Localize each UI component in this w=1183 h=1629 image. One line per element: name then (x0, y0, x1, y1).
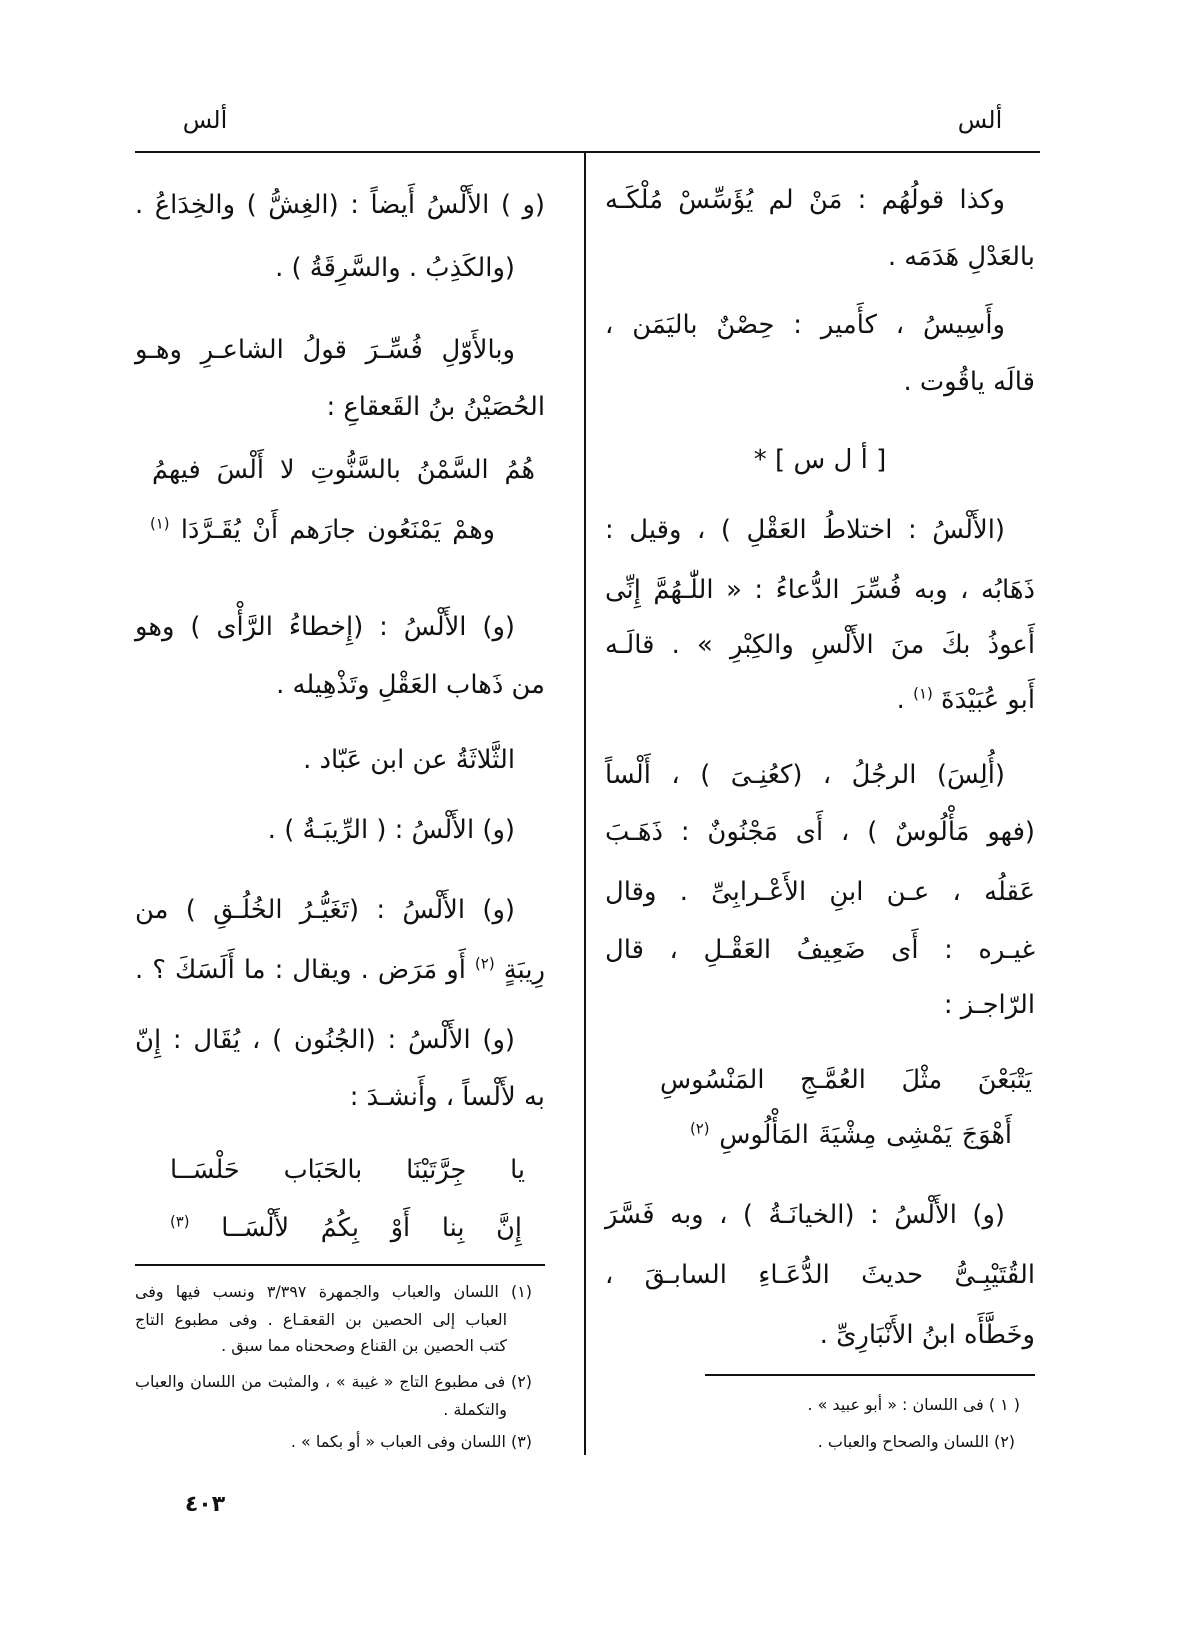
header-rule (135, 151, 1040, 153)
text-line (605, 678, 1035, 722)
text-line: ذَهَابُه ، وبه فُسِّرَ الدُّعاءُ : « اللّٰـهُمَّ إِنِّى (605, 575, 1035, 605)
text-line (135, 948, 545, 992)
line-text: إِنَّ بِنا أَوْ بِكُمُ لأَلْسَــا (221, 1213, 522, 1243)
text-line: (و) الأَلْسُ : ( الرِّيبَـةُ ) . (267, 815, 515, 845)
text-line: أَعوذُ بكَ منَ الأَلْسِ والكِبْرِ » . قالَـه (605, 630, 1035, 660)
footnote-marker: (٢) (474, 954, 495, 973)
text-line: به لأَلْساً ، وأَنشـدَ : (349, 1082, 545, 1112)
footnote-line: (٣) اللسان وفى العباب « أو بكما » . (290, 1432, 532, 1451)
footnote-marker: (٣) (170, 1213, 190, 1231)
text-line: (و) الأَلْسُ : (تَغَيُّـرُ الخُلُـقِ ) من (135, 895, 515, 925)
text-line: غيـره : أَى ضَعِيفُ العَقْـلِ ، قال (605, 935, 1035, 965)
line-text: أَو مَرَض . ويقال : ما أَلَسَكَ ؟ . (135, 955, 466, 985)
text-line: (والكَذِبُ . والسَّرِقَةُ ) . (275, 253, 515, 283)
footnote-line: (١) اللسان والعباب والجمهرة ٣/٣٩٧ ونسب فيها وفى (135, 1282, 532, 1301)
line-text: أَبو عُبَيْدَةَ (941, 685, 1035, 715)
text-line: (و) الأَلْسُ : (الجُنُون ) ، يُقَال : إِنّ (135, 1025, 515, 1055)
entry-heading: [ أ ل س ] * (753, 445, 887, 475)
text-line: من ذَهاب العَقْلِ وتَذْهِيله . (276, 670, 545, 700)
footnote-line: كتب الحصين بن القناع وصححناه مما سبق . (221, 1336, 507, 1355)
verse-line (170, 1206, 522, 1250)
verse-line (150, 508, 495, 552)
verse-line: يَتْبَعْنَ مثْلَ العُمَّـجِ المَنْسُوسِ (660, 1065, 1032, 1095)
footnote-line: والتكملة . (443, 1400, 507, 1419)
text-line: بالعَدْلِ هَدَمَه . (887, 242, 1035, 272)
text-line: قالَه ياقُوت . (903, 367, 1035, 397)
text-line: القُتَيْبِـىُّ حديثَ الدُّعَـاءِ السابـقَ ، (605, 1260, 1035, 1290)
text-line: وكذا قولُهُم : مَنْ لم يُؤَسِّسْ مُلْكَـه (605, 185, 1005, 215)
line-text: . (896, 685, 905, 715)
text-line: وأَسِيسُ ، كأَمير : حِصْنٌ باليَمَن ، (605, 310, 1005, 340)
footnote-marker: (١) (913, 684, 933, 703)
verse-line (690, 1113, 1012, 1157)
text-line: الحُصَيْنُ بنُ القَعقاعِ : (326, 392, 545, 422)
footnote-line: (٢) فى مطبوع التاج « غيبة » ، والمثبت من اللسان والعباب (135, 1372, 532, 1391)
footnote-line: العباب إلى الحصين بن القعقـاع . وفى مطبوع التاج (135, 1310, 507, 1329)
text-line: وبالأَوّلِ فُسِّـرَ قولُ الشاعـرِ وهـو (135, 335, 515, 365)
footnote-line: ( ١ ) فى اللسان : « أبو عبيد » . (807, 1395, 1020, 1414)
text-line: عَقلُه ، عـن ابنِ الأَعْـرابِىِّ . وقال (605, 877, 1035, 907)
running-head-left: ألس (182, 106, 228, 134)
verse-line: يا جِرَّتَيْنَا بالحَبَاب حَلْسَــا (170, 1155, 525, 1185)
footnote-marker: (١) (150, 515, 170, 533)
footnote-rule (705, 1374, 1035, 1376)
text-line: (الأَلْسُ : اختلاطُ العَقْلِ ) ، وقيل : (605, 515, 1005, 545)
text-line: (و ) الأَلْسُ أَيضاً : (الغِشُّ ) والخِدَاعُ . (135, 190, 545, 220)
text-line: (و) الأَلْسُ : (الخيانَـةُ ) ، وبه فَسَّرَ (605, 1200, 1005, 1230)
text-line: (و) الأَلْسُ : (إِخطاءُ الرَّأْى ) وهو (135, 612, 515, 642)
page-number: ٤٠٣ (184, 1492, 226, 1517)
text-line: الثَّلاثَةُ عن ابن عَبّاد . (303, 745, 515, 775)
column-divider (584, 153, 586, 1455)
text-line: وخَطَّأَه ابنُ الأَنْبَارِىِّ . (819, 1320, 1035, 1350)
text-line: (فهو مَأْلُوسٌ ) ، أَى مَجْنُونٌ : ذَهَـبَ (605, 817, 1035, 847)
verse-line: هُمُ السَّمْنُ بالسَّنُّوتِ لا أَلْسَ فيهمُ (152, 455, 535, 485)
line-text: أَهْوَجَ يَمْشِى مِشْيَةَ المَأْلُوسِ (719, 1120, 1012, 1150)
text-line: الرّاجـز : (943, 990, 1035, 1020)
footnote-marker: (٢) (690, 1120, 710, 1138)
footnote-rule (135, 1264, 545, 1266)
line-text: رِيبَةٍ (503, 955, 545, 985)
running-head-right: ألس (957, 106, 1003, 134)
text-line: (أُلِسَ) الرجُلُ ، (كعُنِـىَ ) ، أَلْساً (605, 760, 1005, 790)
footnote-line: (٢) اللسان والصحاح والعباب . (817, 1432, 1015, 1451)
line-text: وهمْ يَمْنَعُون جارَهم أَنْ يُقَـرَّدَا (180, 515, 495, 545)
